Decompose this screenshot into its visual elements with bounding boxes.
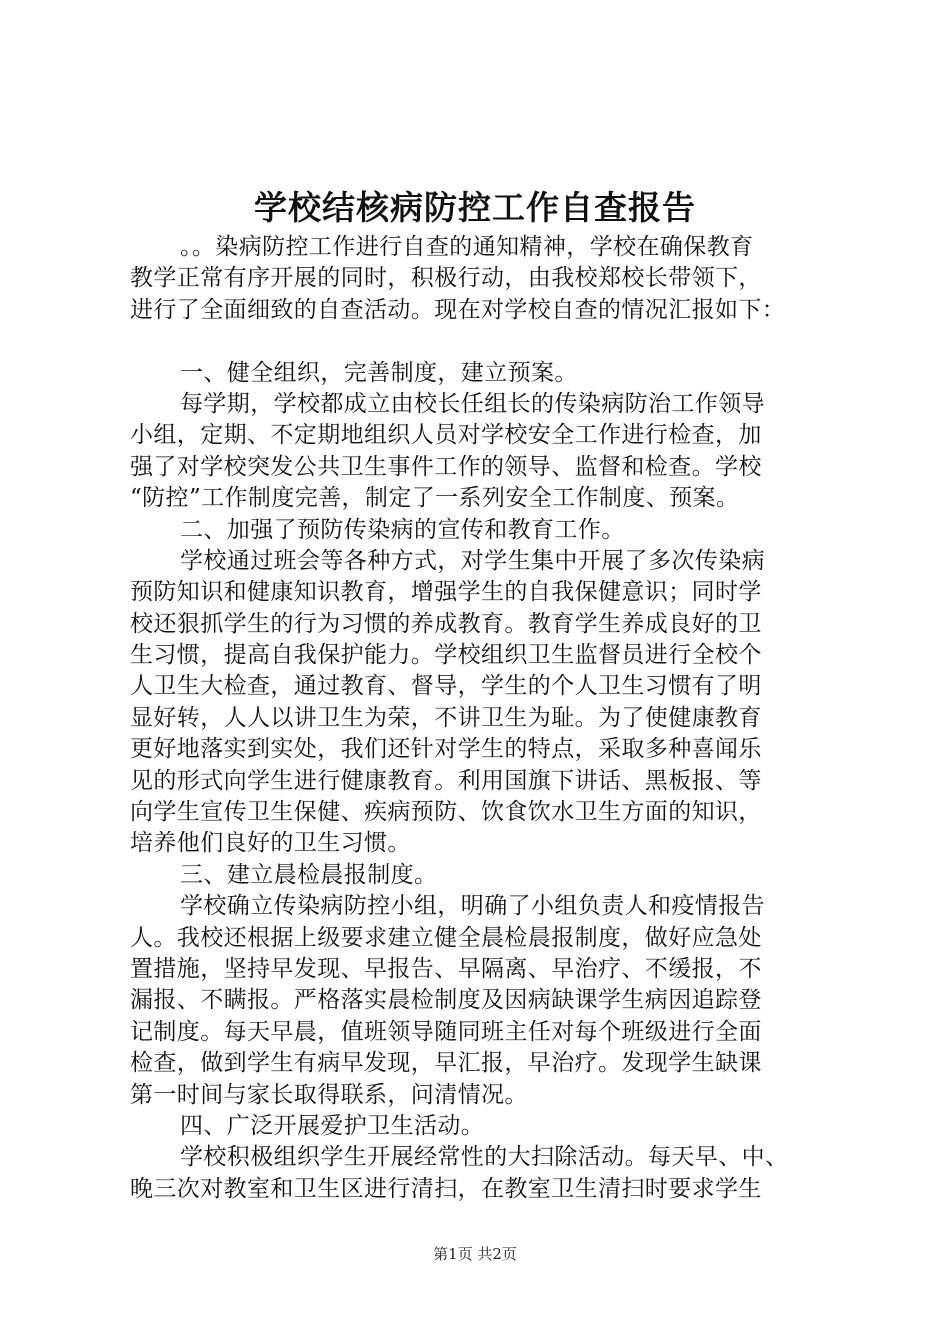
text-line: 显好转，人人以讲卫生为荣，不讲卫生为耻。为了使健康教育 bbox=[130, 704, 762, 731]
document-title: 学校结核病防控工作自查报告 bbox=[254, 188, 696, 227]
text-line: 更好地落实到实处，我们还针对学生的特点，采取多种喜闻乐 bbox=[130, 736, 762, 763]
text-line: 晚三次对教室和卫生区进行清扫，在教室卫生清扫时要求学生 bbox=[130, 1175, 762, 1202]
text-line: 第一时间与家长取得联系，问清情况。 bbox=[130, 1081, 528, 1108]
section-heading: 四、广泛开展爱护卫生活动。 bbox=[180, 1112, 485, 1139]
text-line: “防控”工作制度完善，制定了一系列安全工作制度、预案。 bbox=[130, 485, 740, 512]
section-heading: 三、建立晨检晨报制度。 bbox=[180, 861, 438, 888]
text-line: 生习惯，提高自我保护能力。学校组织卫生监督员进行全校个 bbox=[130, 642, 762, 669]
text-line: 置措施，坚持早发现、早报告、早隔离、早治疗、不缓报，不 bbox=[130, 955, 762, 982]
text-line: 培养他们良好的卫生习惯。 bbox=[130, 830, 411, 857]
text-line: 漏报、不瞒报。严格落实晨检制度及因病缺课学生病因追踪登 bbox=[130, 987, 762, 1014]
text-line: 。。染病防控工作进行自查的通知精神，学校在确保教育 bbox=[180, 234, 754, 260]
document-body bbox=[130, 232, 830, 1205]
text-line: 校还狠抓学生的行为习惯的养成教育。教育学生养成良好的卫 bbox=[130, 610, 762, 637]
text-line: 教学正常有序开展的同时，积极行动，由我校郑校长带领下， bbox=[130, 265, 762, 292]
text-line: 检查，做到学生有病早发现，早汇报，早治疗。发现学生缺课 bbox=[130, 1050, 762, 1077]
text-line: 人。我校还根据上级要求建立健全晨检晨报制度，做好应急处 bbox=[130, 924, 762, 951]
text-line: 记制度。每天早晨，值班领导随同班主任对每个班级进行全面 bbox=[130, 1018, 762, 1045]
text-line: 强了对学校突发公共卫生事件工作的领导、监督和检查。学校 bbox=[130, 453, 762, 480]
text-line: 见的形式向学生进行健康教育。利用国旗下讲话、黑板报、等 bbox=[130, 767, 762, 794]
text-line: 向学生宣传卫生保健、疾病预防、饮食饮水卫生方面的知识， bbox=[130, 799, 762, 826]
text-line: 小组，定期、不定期地组织人员对学校安全工作进行检查，加 bbox=[130, 422, 762, 449]
text-line: 进行了全面细致的自查活动。现在对学校自查的情况汇报如下： bbox=[130, 296, 786, 323]
section-heading: 一、健全组织，完善制度，建立预案。 bbox=[180, 359, 578, 386]
text-line: 人卫生大检查，通过教育、督导，学生的个人卫生习惯有了明 bbox=[130, 673, 762, 700]
text-line: 学校通过班会等各种方式，对学生集中开展了多次传染病 bbox=[180, 547, 765, 574]
text-line: 每学期，学校都成立由校长任组长的传染病防治工作领导 bbox=[180, 390, 765, 417]
text-line: 预防知识和健康知识教育，增强学生的自我保健意识；同时学 bbox=[130, 579, 762, 606]
section-heading: 二、加强了预防传染病的宣传和教育工作。 bbox=[180, 516, 625, 543]
blank-line bbox=[130, 326, 830, 357]
page-number-footer: 第1页 共2页 bbox=[433, 1245, 517, 1263]
text-line: 学校积极组织学生开展经常性的大扫除活动。每天早、中、 bbox=[180, 1144, 789, 1171]
text-line: 学校确立传染病防控小组，明确了小组负责人和疫情报告 bbox=[180, 893, 765, 920]
